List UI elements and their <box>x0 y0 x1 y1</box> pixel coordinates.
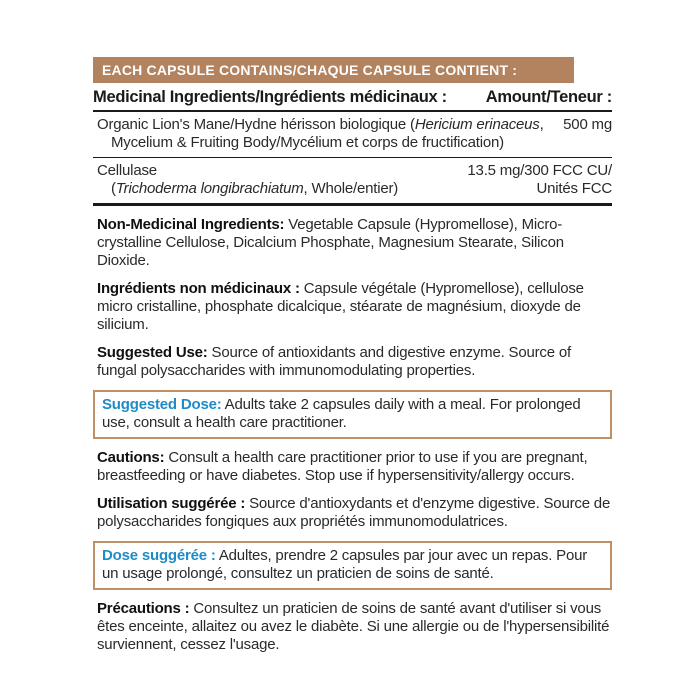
ingredient-latin-name: Hericium erinaceus <box>414 116 540 133</box>
ingredient-latin-name: Trichoderma longibrachiatum <box>115 180 304 197</box>
cautions-en <box>97 449 612 485</box>
ingredient-name-suffix: , <box>539 116 544 133</box>
paragraph-text: Vegetable Capsule (Hypromellose), Micro-crystalline Cellulose, Dicalcium Phosphate, Magnesium Stearate, Silicon Dioxide. <box>97 216 564 269</box>
ingredient-name <box>97 162 461 198</box>
dose-label: Suggested Dose: <box>102 396 222 413</box>
ingredient-name-line1: Cellulase <box>97 162 157 179</box>
paragraph-label: Précautions : <box>97 600 190 617</box>
paragraph-label: Ingrédients non médicinaux : <box>97 280 300 297</box>
ingredient-name-line1 <box>97 116 557 134</box>
ingredients-table-header <box>93 88 612 112</box>
header-amount: Amount/Teneur : <box>485 88 612 106</box>
dose-text: Adultes, prendre 2 capsules par jour avec un repas. Pour un usage prolongé, consultez un praticien de soins de santé. <box>102 547 588 582</box>
ingredient-amount <box>461 162 612 198</box>
ingredient-row-lions-mane <box>93 112 612 158</box>
dose-text: Adults take 2 capsules daily with a meal. For prolonged use, consult a health care practitioner. <box>102 396 581 431</box>
paragraph-text: Source d'antioxydants et d'enzyme digestive. Source de polysaccharides fongiques aux propriétés immunomodulatrices. <box>97 495 611 530</box>
paren-open: ( <box>111 180 116 197</box>
suggested-dose-box-en <box>93 390 612 439</box>
amount-value-line1: 13.5 mg/300 FCC CU/ <box>467 162 612 179</box>
paragraph-label: Suggested Use: <box>97 344 208 361</box>
supplement-facts-label <box>93 57 612 654</box>
suggested-use-fr <box>97 495 612 531</box>
ingredient-row-cellulase <box>93 158 612 206</box>
ingredient-name-text: Organic Lion's Mane/Hydne hérisson biologique ( <box>97 116 415 133</box>
paragraph-text: Capsule végétale (Hypromellose), cellulose micro cristalline, phosphate dicalcique, stéarate de magnésium, dioxyde de silicium. <box>97 280 584 333</box>
amount-value: 500 mg <box>563 116 612 133</box>
header-medicinal-ingredients: Medicinal Ingredients/Ingrédients médicinaux : <box>93 88 447 106</box>
non-medicinal-ingredients-en <box>97 216 612 270</box>
label-banner <box>93 57 574 83</box>
banner-text: EACH CAPSULE CONTAINS/CHAQUE CAPSULE CONTIENT : <box>102 62 518 78</box>
paragraph-label: Utilisation suggérée : <box>97 495 246 512</box>
paragraph-label: Non-Medicinal Ingredients: <box>97 216 285 233</box>
non-medicinal-ingredients-fr <box>97 280 612 334</box>
ingredient-name-line2 <box>97 180 461 198</box>
amount-value-line2: Unités FCC <box>536 180 612 197</box>
paragraph-text: Source of antioxidants and digestive enzyme. Source of fungal polysaccharides with immunomodulating properties. <box>97 344 571 379</box>
precautions-fr <box>97 600 612 654</box>
ingredient-name-suffix: , Whole/entier) <box>303 180 399 197</box>
suggested-use-en <box>97 344 612 380</box>
ingredient-name-line2: Mycelium & Fruiting Body/Mycélium et corps de fructification) <box>111 134 504 151</box>
dose-label: Dose suggérée : <box>102 547 216 564</box>
ingredient-amount <box>557 116 612 134</box>
paragraph-text: Consult a health care practitioner prior to use if you are pregnant, breastfeeding or have diabetes. Stop use if hypersensitivity/allergy occurs. <box>97 449 588 484</box>
ingredient-name <box>97 116 557 152</box>
paragraph-label: Cautions: <box>97 449 165 466</box>
paragraph-text: Consultez un praticien de soins de santé avant d'utiliser si vous êtes enceinte, allaitez ou avez le diabète. Si une allergie ou de l'hypersensibilité surviennent, cessez l'usage. <box>97 600 610 653</box>
suggested-dose-box-fr <box>93 541 612 590</box>
